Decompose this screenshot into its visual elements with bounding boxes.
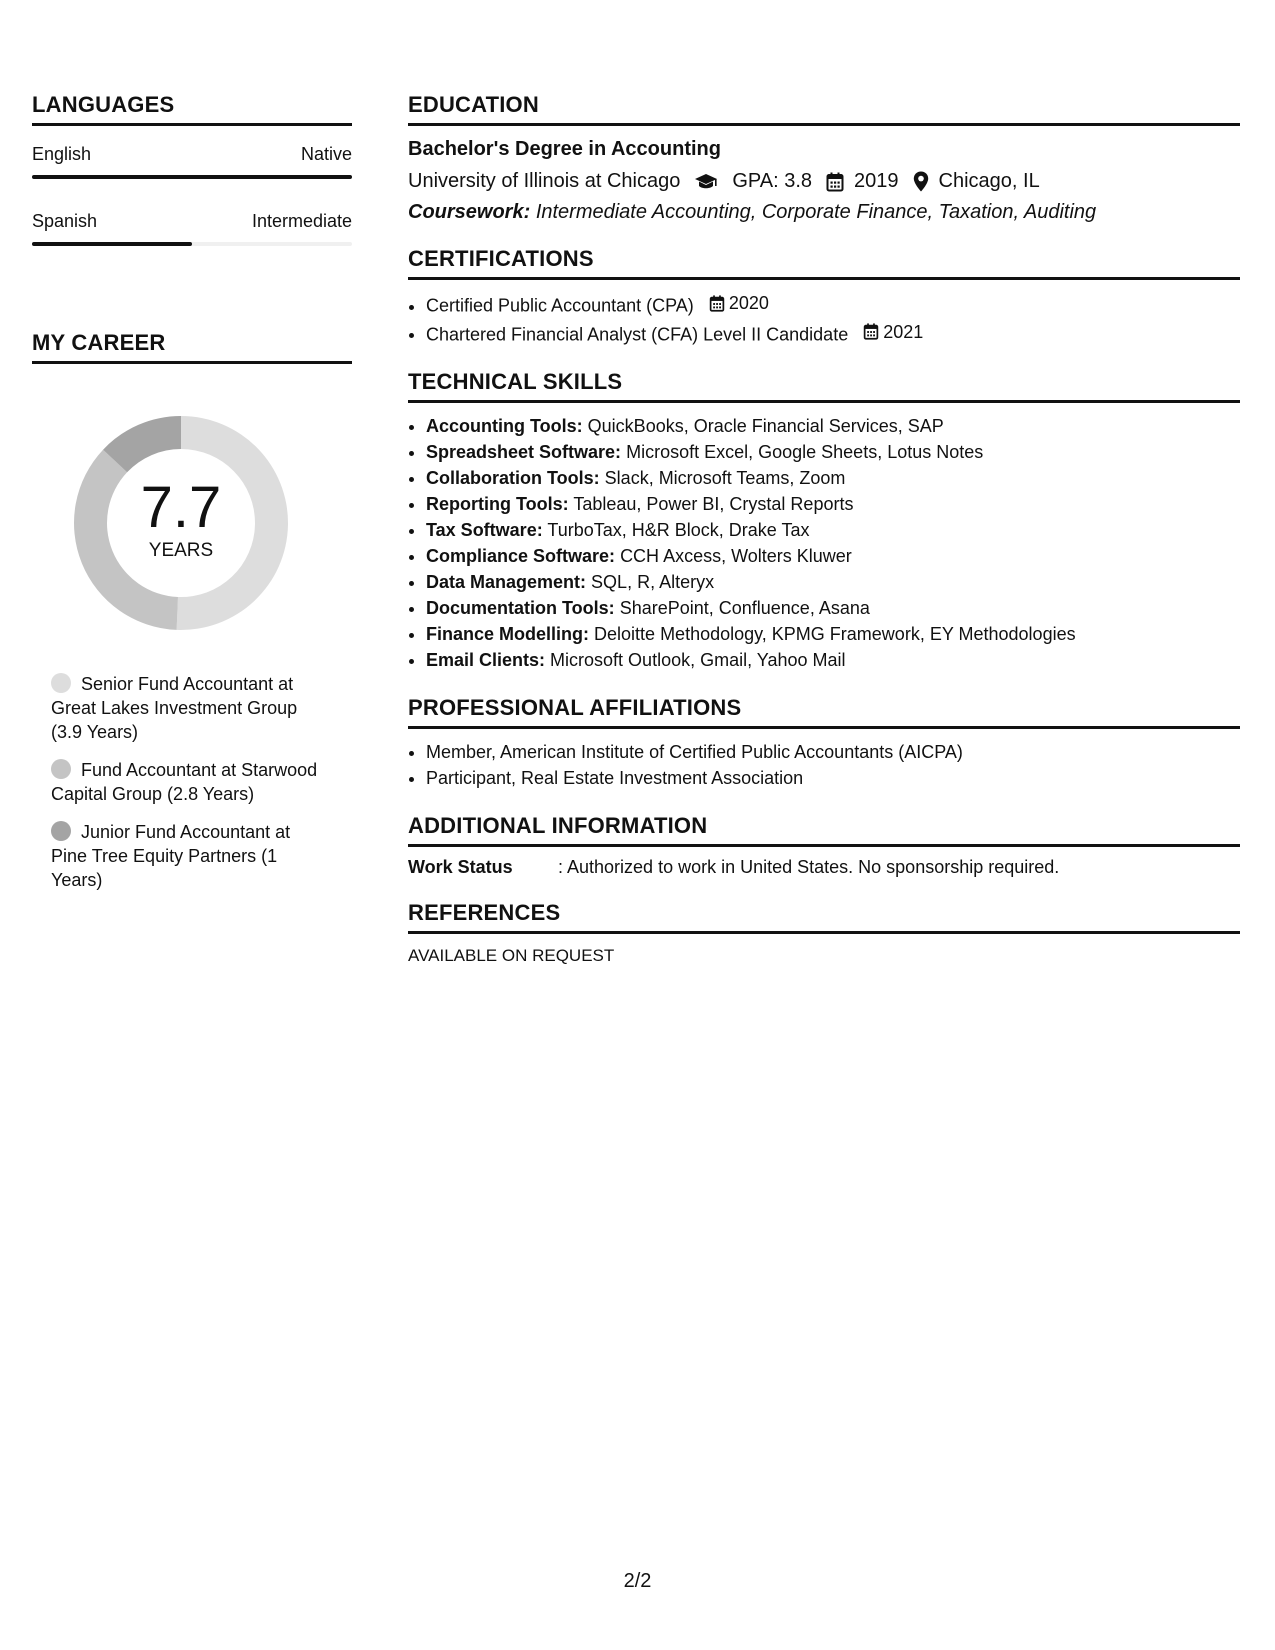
list-item (426, 569, 1240, 595)
skill-value: Microsoft Outlook, Gmail, Yahoo Mail (550, 650, 846, 670)
calendar-icon (826, 172, 844, 192)
list-item: • Participant, Real Estate Investment Association (426, 765, 1240, 791)
skill-label: Reporting Tools: (426, 494, 569, 514)
skill-value: SharePoint, Confluence, Asana (619, 598, 870, 618)
calendar-icon (863, 323, 883, 340)
language-name: English (32, 144, 92, 164)
language-item (32, 211, 352, 246)
legend-label: Senior Fund Accountant at Great Lakes Investment Group (3.9 Years) (51, 674, 298, 742)
list-item (426, 290, 1240, 319)
affiliations-list (408, 739, 1240, 791)
skills-section (408, 369, 1240, 673)
legend-item (51, 820, 321, 892)
languages-title: LANGUAGES (32, 92, 352, 126)
language-item (32, 144, 352, 179)
skill-label: Tax Software: (426, 520, 543, 540)
right-column (408, 92, 1240, 966)
list-item (426, 319, 1240, 348)
references-title: REFERENCES (408, 900, 1240, 934)
language-proficiency-fill (32, 242, 192, 246)
language-level: Intermediate (251, 211, 352, 231)
skills-title: TECHNICAL SKILLS (408, 369, 1240, 403)
affiliations-section (408, 695, 1240, 791)
skill-label: Compliance Software: (426, 546, 616, 566)
certification-name: Certified Public Accountant (CPA) (426, 295, 694, 316)
page-number: 2/2 (623, 1570, 652, 1592)
certification-year: 2021 (883, 321, 924, 342)
language-level: Native (300, 144, 352, 164)
skill-value: Tableau, Power BI, Crystal Reports (573, 494, 854, 514)
list-item (426, 491, 1240, 517)
list-item (426, 595, 1240, 621)
skill-label: Data Management: (426, 572, 587, 592)
references-text: AVAILABLE ON REQUEST (408, 946, 615, 965)
donut-center (66, 408, 296, 638)
calendar-icon (709, 295, 729, 312)
list-item (426, 621, 1240, 647)
language-name: Spanish (32, 211, 98, 231)
career-title: MY CAREER (32, 330, 352, 364)
certification-year: 2020 (728, 293, 769, 313)
skill-label: Documentation Tools: (426, 598, 615, 618)
legend-dot (51, 821, 71, 841)
language-proficiency-fill (32, 175, 352, 179)
references-section (408, 900, 1240, 966)
left-column (32, 92, 352, 906)
work-status-value: : Authorized to work in United States. No sponsorship required. (558, 857, 1060, 877)
career-legend (32, 672, 321, 892)
language-proficiency-bar (32, 175, 352, 179)
additional-section (408, 813, 1240, 878)
education-year: 2019 (854, 170, 899, 192)
certifications-title: CERTIFICATIONS (408, 246, 1240, 280)
coursework-list: Intermediate Accounting, Corporate Finance, Taxation, Auditing (535, 201, 1097, 223)
skill-value: Deloitte Methodology, KPMG Framework, EY Methodologies (594, 624, 1076, 644)
list-item (426, 413, 1240, 439)
skill-label: Spreadsheet Software: (426, 442, 622, 462)
education-title: EDUCATION (408, 92, 1240, 126)
career-total-unit: YEARS (148, 540, 214, 561)
additional-title: ADDITIONAL INFORMATION (408, 813, 1240, 847)
map-pin-icon (913, 171, 929, 192)
skills-list (408, 413, 1240, 673)
legend-label: Fund Accountant at Starwood Capital Group (2.8 Years) (51, 760, 318, 804)
list-item (426, 543, 1240, 569)
skill-value: CCH Axcess, Wolters Kluwer (620, 546, 852, 566)
legend-dot (51, 673, 71, 693)
certifications-section (408, 246, 1240, 347)
legend-item (51, 672, 321, 744)
skill-label: Collaboration Tools: (426, 468, 600, 488)
list-item (426, 647, 1240, 673)
education-location: Chicago, IL (938, 170, 1040, 192)
education-coursework (408, 201, 1240, 224)
skill-label: Email Clients: (426, 650, 546, 670)
affiliations-title: PROFESSIONAL AFFILIATIONS (408, 695, 1240, 729)
education-degree: Bachelor's Degree in Accounting (408, 138, 721, 160)
language-proficiency-bar (32, 242, 352, 246)
list-item (426, 517, 1240, 543)
work-status-label: Work Status (408, 857, 513, 877)
legend-label: Junior Fund Accountant at Pine Tree Equity Partners (1 Years) (51, 822, 291, 890)
skill-value: Slack, Microsoft Teams, Zoom (604, 468, 846, 488)
skill-value: TurboTax, H&R Block, Drake Tax (547, 520, 810, 540)
education-details (408, 170, 1240, 193)
skill-value: SQL, R, Alteryx (591, 572, 715, 592)
graduation-cap-icon (694, 173, 718, 191)
legend-item (51, 758, 321, 806)
career-donut-chart (66, 408, 296, 638)
career-total-value: 7.7 (140, 475, 222, 540)
skill-label: Finance Modelling: (426, 624, 590, 644)
education-gpa: GPA: 3.8 (732, 170, 813, 192)
skill-label: Accounting Tools: (426, 416, 583, 436)
list-item (426, 465, 1240, 491)
education-school: University of Illinois at Chicago (408, 170, 681, 192)
skill-value: Microsoft Excel, Google Sheets, Lotus Notes (626, 442, 984, 462)
coursework-label: Coursework: (408, 201, 531, 223)
certifications-list (408, 290, 1240, 347)
legend-dot (51, 759, 71, 779)
certification-name: Chartered Financial Analyst (CFA) Level II Candidate (426, 324, 849, 344)
work-status-row (408, 857, 1240, 878)
list-item (426, 439, 1240, 465)
list-item: • Member, American Institute of Certified Public Accountants (AICPA) (426, 739, 1240, 765)
skill-value: QuickBooks, Oracle Financial Services, SAP (587, 416, 944, 436)
